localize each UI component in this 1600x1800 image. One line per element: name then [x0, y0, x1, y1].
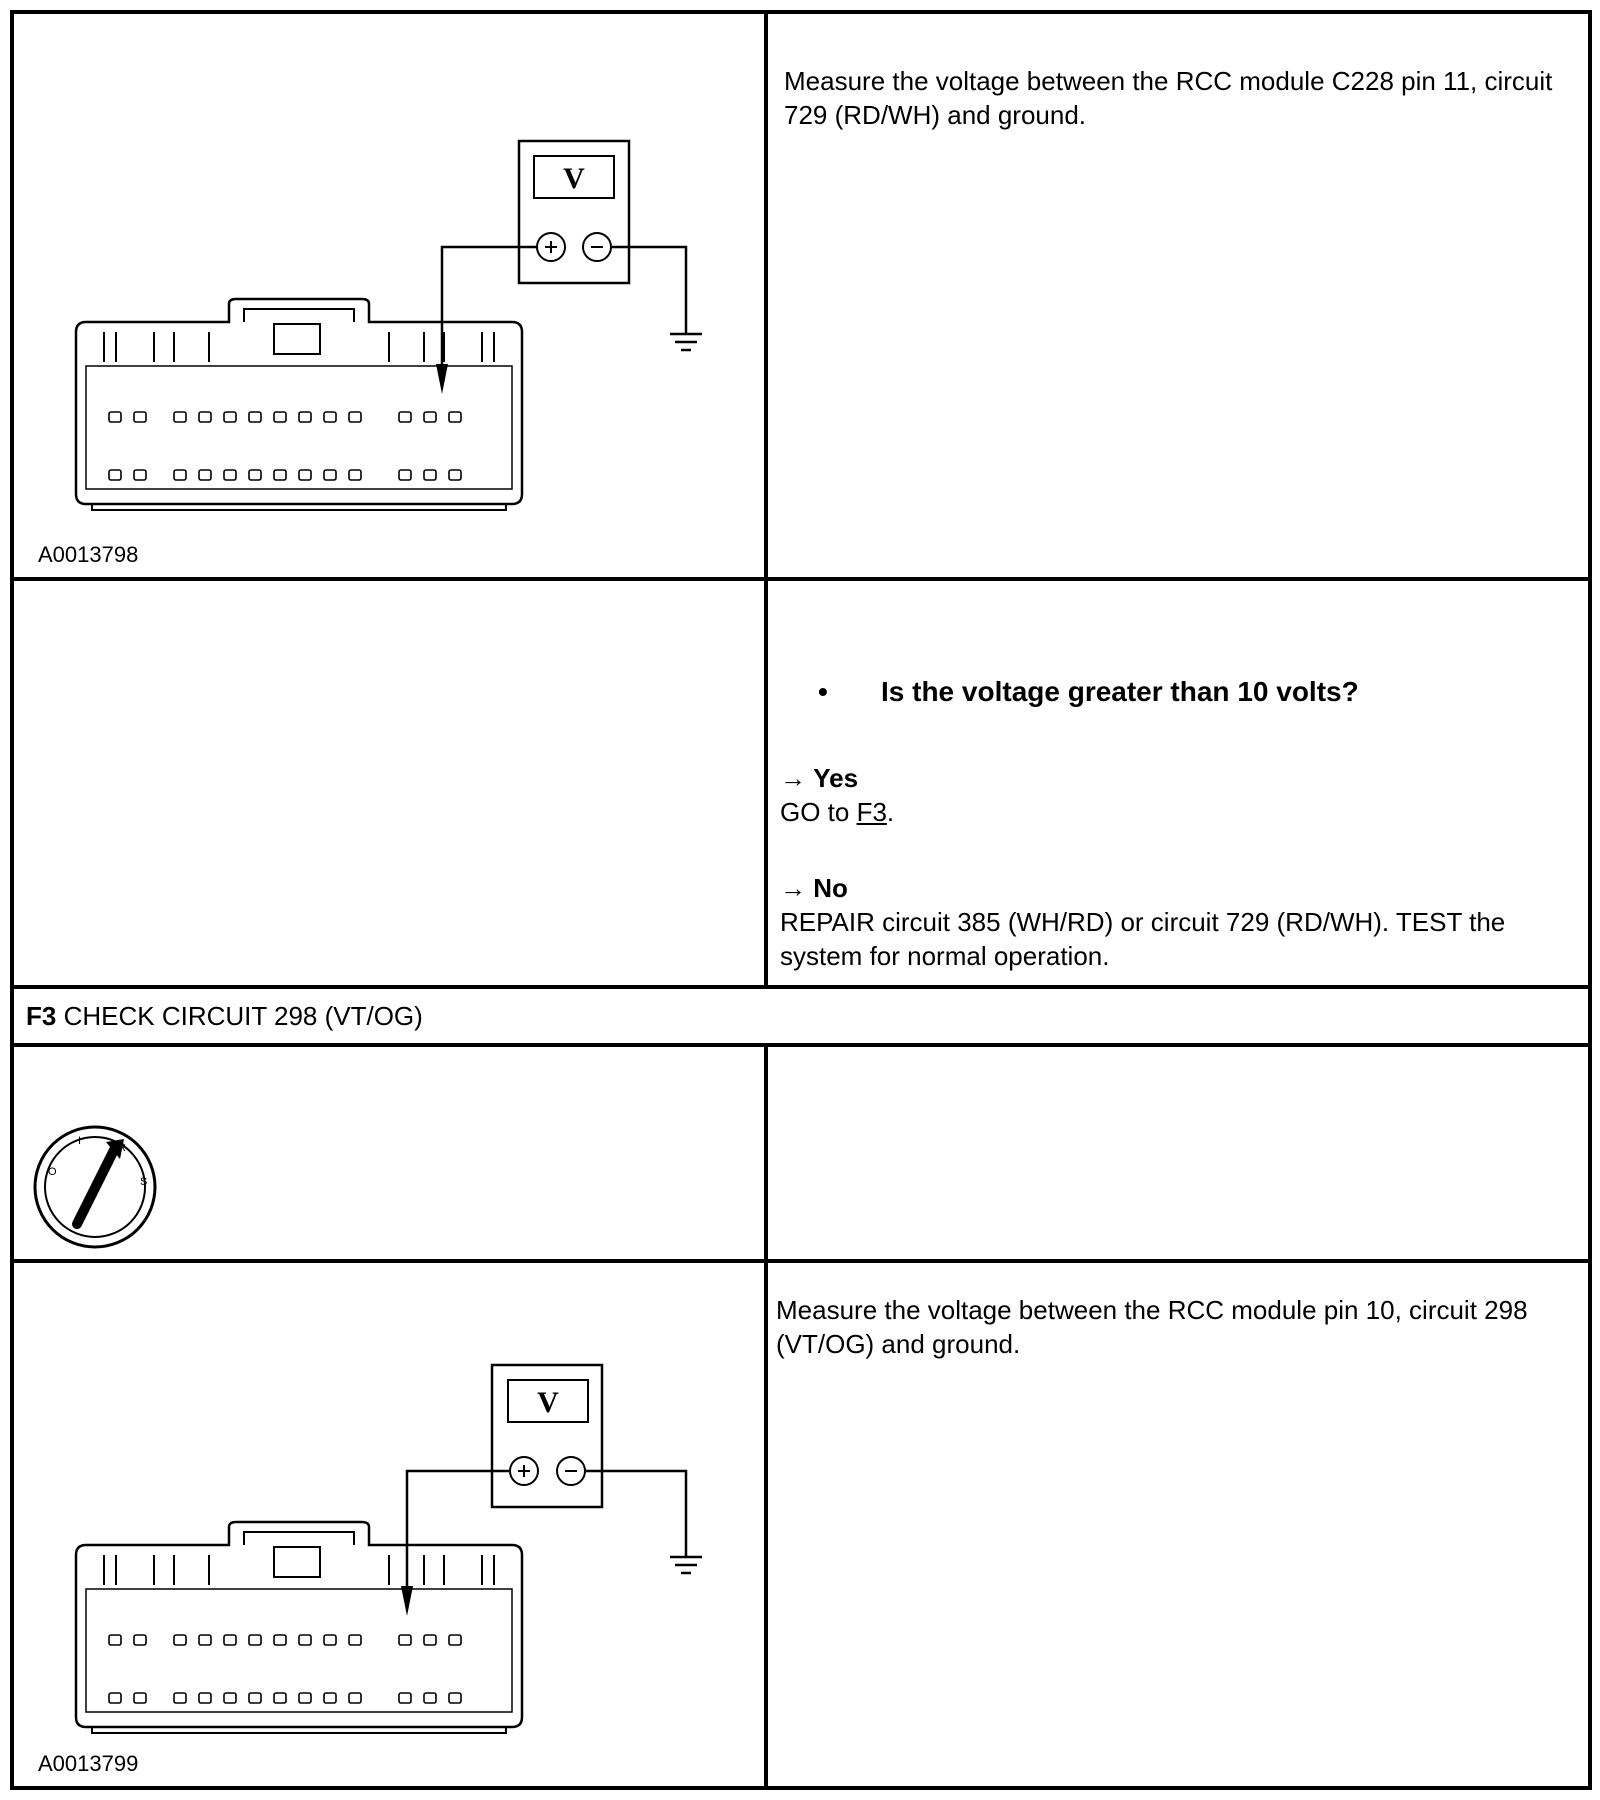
pin-cavity [449, 470, 461, 480]
pin-cavity [324, 1693, 336, 1703]
pin-cavity [174, 1635, 186, 1645]
pin-cavity [174, 412, 186, 422]
diagnostic-table [10, 10, 1592, 1790]
arrow-right-icon: → [780, 763, 806, 793]
table-row [14, 1047, 1588, 1263]
pin-cavity [299, 412, 311, 422]
question-bullet-icon: • [818, 676, 828, 707]
pin-cavity [199, 1635, 211, 1645]
goto-f3-link[interactable]: F3 [856, 797, 887, 827]
pin-cavity [299, 1635, 311, 1645]
probe-tip-icon [436, 364, 448, 394]
ground-icon [670, 1557, 702, 1573]
ignition-switch-run-icon [14, 1047, 768, 1259]
no-branch [780, 871, 848, 905]
measure-instruction: Measure the voltage between the RCC module pin 10, circuit 298 (VT/OG) and ground. [776, 1295, 1528, 1359]
pin-cavity [449, 1693, 461, 1703]
meter-label: V [537, 1386, 559, 1419]
pin-cavity [249, 412, 261, 422]
meter-label: V [563, 162, 585, 195]
pin-cavity [134, 1635, 146, 1645]
pin-cavity [424, 1693, 436, 1703]
yes-action-suffix: . [886, 797, 895, 827]
pin-cavity [134, 412, 146, 422]
step-title: CHECK CIRCUIT 298 (VT/OG) [63, 1001, 423, 1031]
pin-cavity [249, 470, 261, 480]
table-row [14, 581, 1588, 989]
pin-cavity [224, 1635, 236, 1645]
yes-action [780, 795, 894, 829]
svg-text:I: I [78, 1135, 82, 1147]
pin-cavity [399, 1693, 411, 1703]
test-leads [407, 1471, 686, 1608]
pin-cavity [199, 470, 211, 480]
step-heading-row [14, 989, 1588, 1047]
pin-cavity [274, 412, 286, 422]
connector-pins [109, 1635, 461, 1703]
pin-cavity [274, 1635, 286, 1645]
pin-cavity [324, 1635, 336, 1645]
connector-pins [109, 412, 461, 480]
instruction-cell [768, 1263, 1588, 1786]
pin-cavity [134, 470, 146, 480]
step-heading [26, 999, 423, 1033]
pin-cavity [109, 1635, 121, 1645]
pin-cavity [174, 1693, 186, 1703]
pin-cavity [224, 1693, 236, 1703]
pin-cavity [449, 412, 461, 422]
pin-cavity [274, 1693, 286, 1703]
step-code: F3 [26, 1001, 57, 1031]
result-cell [768, 581, 1588, 985]
question-text: Is the voltage greater than 10 volts? [881, 676, 1359, 707]
pin-cavity [134, 1693, 146, 1703]
pin-cavity [249, 1635, 261, 1645]
svg-text:S: S [140, 1176, 148, 1188]
instruction-cell [768, 14, 1588, 577]
figure-cell [14, 1263, 768, 1786]
test-leads [442, 247, 686, 386]
arrow-right-icon: → [780, 873, 806, 903]
pin-cavity [399, 1635, 411, 1645]
pin-cavity [109, 412, 121, 422]
pin-cavity [324, 470, 336, 480]
pin-cavity [274, 470, 286, 480]
pin-cavity [224, 470, 236, 480]
yes-action-prefix: GO to [780, 797, 857, 827]
table-row [14, 1263, 1588, 1786]
probe-tip-icon [401, 1586, 413, 1616]
ground-icon [670, 334, 702, 350]
figure-cell [14, 1047, 768, 1259]
figure-id: A0013798 [38, 542, 139, 567]
pin-cavity [449, 1635, 461, 1645]
pin-cavity [299, 470, 311, 480]
pin-cavity [249, 1693, 261, 1703]
svg-text:R: R [118, 1142, 126, 1154]
pin-cavity [424, 1635, 436, 1645]
pin-cavity [199, 1693, 211, 1703]
pin-cavity [349, 1693, 361, 1703]
yes-label: Yes [813, 763, 859, 793]
no-action: REPAIR circuit 385 (WH/RD) or circuit 729 (RD/WH). TEST the system for normal operation. [780, 907, 1506, 971]
empty-cell [768, 1047, 1588, 1259]
pin-cavity [349, 1635, 361, 1645]
figure-cell [14, 14, 768, 577]
pin-cavity [399, 412, 411, 422]
pin-cavity [299, 1693, 311, 1703]
pin-cavity [424, 412, 436, 422]
no-label: No [813, 873, 848, 903]
svg-text:O: O [48, 1166, 57, 1178]
pin-cavity [349, 470, 361, 480]
pin-cavity [324, 412, 336, 422]
pin-cavity [349, 412, 361, 422]
pin-cavity [109, 470, 121, 480]
figure-id: A0013799 [38, 1751, 139, 1776]
pin-cavity [109, 1693, 121, 1703]
yes-branch [780, 761, 858, 795]
pin-cavity [399, 470, 411, 480]
pin-cavity [174, 470, 186, 480]
table-row [14, 14, 1588, 581]
connector-voltmeter-diagram [14, 1263, 768, 1786]
pin-cavity [199, 412, 211, 422]
pin-cavity [424, 470, 436, 480]
empty-cell [14, 581, 768, 985]
connector-voltmeter-diagram [14, 14, 768, 577]
measure-instruction: Measure the voltage between the RCC module C228 pin 11, circuit 729 (RD/WH) and ground. [784, 66, 1553, 130]
pin-cavity [224, 412, 236, 422]
